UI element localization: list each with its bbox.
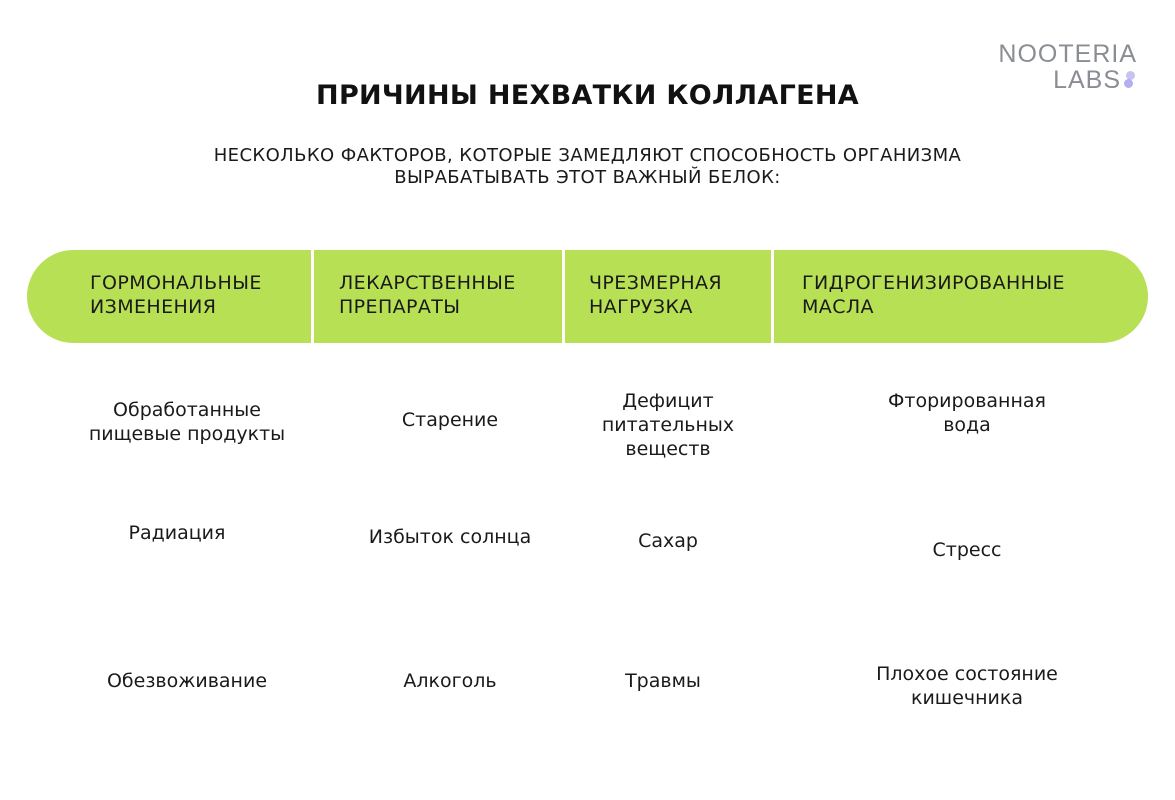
- factor-item-text: Сахар: [638, 530, 698, 552]
- band-column-label: ЧРЕЗМЕРНАЯ: [589, 272, 723, 294]
- factor-item-text: Обезвоживание: [106, 670, 268, 692]
- factor-item-text: Дефицит: [622, 390, 714, 412]
- factor-item-text: пищевые продукты: [88, 423, 286, 445]
- band-column-overload: [589, 250, 789, 343]
- factor-item: [62, 398, 312, 446]
- factor-item-text: кишечника: [910, 687, 1023, 709]
- logo-line-2: LABS: [1053, 66, 1121, 94]
- factor-item-text: Плохое состояние: [876, 663, 1058, 685]
- band-column-label: ИЗМЕНЕНИЯ: [90, 296, 217, 318]
- page-title: ПРИЧИНЫ НЕХВАТКИ КОЛЛАГЕНА: [316, 80, 859, 111]
- band-column-oils: [802, 250, 1142, 343]
- band-column-label: ГИДРОГЕНИЗИРОВАННЫЕ: [802, 272, 1065, 294]
- factor-item-text: Фторированная: [888, 390, 1046, 412]
- factor-item-text: Травмы: [625, 670, 701, 692]
- subtitle-line-2: ВЫРАБАТЫВАТЬ ЭТОТ ВАЖНЫЙ БЕЛОК:: [394, 167, 781, 188]
- factor-item: [330, 669, 570, 693]
- factor-item: [817, 389, 1117, 437]
- factor-item-text: веществ: [625, 438, 711, 460]
- factor-item: [578, 529, 758, 553]
- band-divider: [562, 250, 565, 343]
- factor-item-text: Старение: [401, 409, 499, 431]
- factor-item: [330, 408, 570, 432]
- band-column-label: ЛЕКАРСТВЕННЫЕ: [339, 272, 516, 294]
- page-subtitle: [0, 145, 1175, 189]
- factor-item: [62, 521, 292, 545]
- factor-item-text: вода: [943, 414, 991, 436]
- factor-item-text: Стресс: [932, 539, 1002, 561]
- band-divider: [771, 250, 774, 343]
- band-column-medication: [339, 250, 579, 343]
- factor-item: [330, 525, 570, 549]
- category-band: [27, 250, 1148, 343]
- band-column-label: НАГРУЗКА: [589, 296, 693, 318]
- band-column-label: ГОРМОНАЛЬНЫЕ: [90, 272, 262, 294]
- factor-item-text: питательных: [601, 414, 735, 436]
- factor-item: [578, 389, 758, 461]
- factor-item-text: Радиация: [128, 522, 226, 544]
- factor-item: [62, 669, 312, 693]
- factor-item: [817, 538, 1117, 562]
- factor-item-text: Алкоголь: [403, 670, 497, 692]
- factor-item: [817, 662, 1117, 710]
- factor-item-text: Избыток солнца: [368, 526, 532, 548]
- subtitle-line-1: НЕСКОЛЬКО ФАКТОРОВ, КОТОРЫЕ ЗАМЕДЛЯЮТ СПОСОБНОСТЬ ОРГАНИЗМА: [213, 145, 962, 166]
- factor-item-text: Обработанные: [113, 399, 261, 421]
- logo-line-1: NOOTERIA: [998, 40, 1137, 68]
- band-divider: [311, 250, 314, 343]
- band-column-label: МАСЛА: [802, 296, 874, 318]
- band-column-label: ПРЕПАРАТЫ: [339, 296, 461, 318]
- band-column-hormonal: [90, 250, 310, 343]
- factor-item: [578, 669, 748, 693]
